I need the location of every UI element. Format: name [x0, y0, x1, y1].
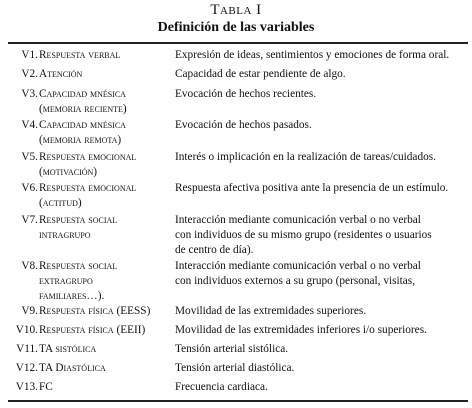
row-variable: Respuesta social intragrupo — [39, 214, 118, 242]
row-code: V7. — [21, 214, 38, 226]
row-variable: Respuesta social extragrupo familiares…). — [39, 260, 118, 303]
row-code: V3. — [21, 88, 38, 100]
top-rule — [8, 42, 468, 44]
row-definition: Interés o implicación en la realización de tareas/cuidados. — [175, 151, 436, 163]
row-variable: Respuesta emocional (motivación) — [39, 151, 137, 179]
row-definition: Tensión arterial diastólica. — [175, 362, 295, 374]
row-variable: Capacidad mnésica (memoria remota) — [39, 119, 126, 147]
row-variable: TA Diastólica — [39, 362, 106, 374]
row-code: V5. — [21, 151, 38, 163]
row-definition: Tensión arterial sistólica. — [175, 343, 289, 355]
row-definition: Movilidad de las extremidades superiores. — [175, 305, 367, 317]
row-variable: FC — [39, 381, 53, 393]
row-definition: Frecuencia cardiaca. — [175, 381, 268, 393]
row-variable: Respuesta física (EESS) — [39, 305, 151, 317]
row-code: V13. — [15, 381, 38, 393]
row-code: V9. — [21, 305, 38, 317]
row-definition: Interacción mediante comunicación verbal o no verbal con individuos de su mismo grupo (residentes o usuarios de centro de día). — [175, 214, 432, 257]
bottom-rule — [8, 400, 468, 402]
row-variable: Respuesta emocional (actitud) — [39, 182, 137, 210]
row-code: V8. — [21, 260, 38, 272]
row-variable: Atención — [39, 68, 83, 80]
row-code: V2. — [21, 68, 38, 80]
row-definition: Interacción mediante comunicación verbal o no verbal con individuos externos a su grupo (personal, visitas, — [175, 260, 421, 288]
row-variable: Respuesta física (EEII) — [39, 324, 146, 336]
row-definition: Evocación de hechos recientes. — [175, 88, 317, 100]
row-code: V10. — [15, 324, 38, 336]
row-variable: Capacidad mnésica (memoria reciente) — [39, 88, 127, 116]
row-definition: Capacidad de estar pendiente de algo. — [175, 68, 346, 80]
table-caption: Tabla I — [210, 2, 262, 18]
row-code: V11. — [16, 343, 38, 355]
row-definition: Movilidad de las extremidades inferiores i/o superiores. — [175, 324, 427, 336]
row-definition: Expresión de ideas, sentimientos y emociones de forma oral. — [175, 49, 450, 61]
row-code: V6. — [21, 182, 38, 194]
row-code: V4. — [21, 119, 38, 131]
row-code: V1. — [21, 49, 38, 61]
row-definition: Evocación de hechos pasados. — [175, 119, 312, 131]
row-code: V12. — [15, 362, 38, 374]
row-definition: Respuesta afectiva positiva ante la presencia de un estímulo. — [175, 182, 449, 194]
row-variable: TA sistólica — [39, 343, 97, 355]
row-variable: Respuesta verbal — [39, 49, 121, 61]
table-title: Definición de las variables — [157, 20, 315, 35]
